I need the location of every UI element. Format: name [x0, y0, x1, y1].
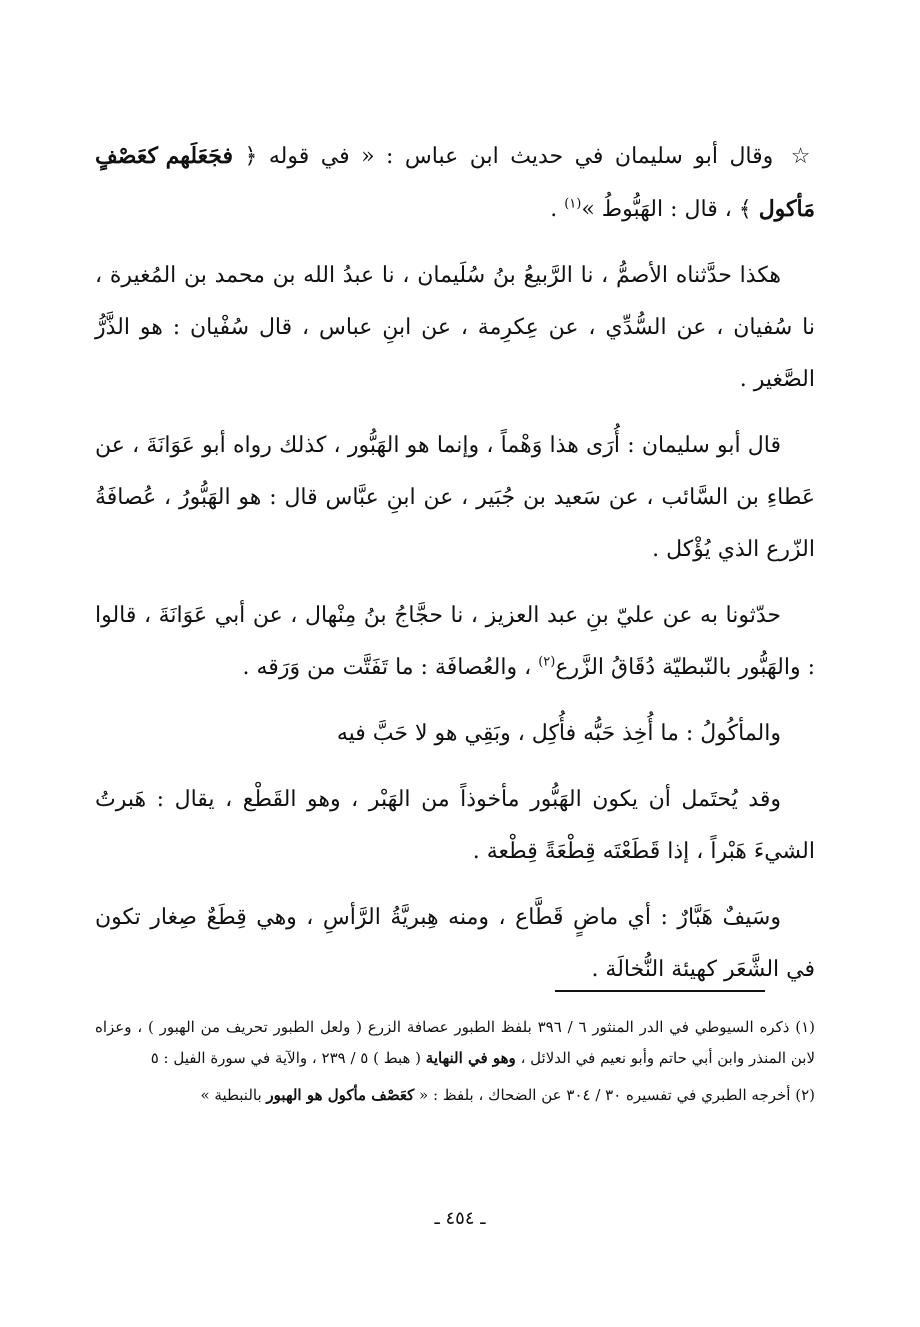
footnote-2-bold: كعَصْف مأكول هو الهبور — [266, 1086, 415, 1104]
paragraph-4-text-a: حدّثونا به عن عليّ بنِ عبد العزيز ، نا حجَّاجُ بنُ مِنْهال ، عن أبي عَوَانَةَ ، قالوا : والهَبُّور بالنّبطيّة دُقَاقُ الزَّرع — [95, 603, 815, 680]
paragraph-6: وقد يُحتَمل أن يكون الهَبُّور مأخوذاً من الهَبْر ، وهو القَطْع ، يقال : هَبرتُ الشيءَ هَبْراً ، إذا قَطَعْتَه قِطْعَةً قِطْعة . — [95, 787, 815, 864]
paragraph-7: وسَيفٌ هَبَّارٌ : أي ماضٍ قَطَّاع ، ومنه هِبريَّةُ الرَّأسِ ، وهي قِطَعٌ صِغار تكون في الشَّعَر كهيئة النُّخالَة . — [95, 905, 815, 982]
footnote-2-text-b: بالنبطية » — [200, 1086, 267, 1104]
page-number: ـ ٤٥٤ ـ — [434, 1208, 486, 1229]
paragraph-4-text-b: ، والعُصافَة : ما تَفَتَّت من وَرَقه . — [242, 655, 539, 680]
footnote-1-bold: وهو في النهاية — [425, 1049, 516, 1067]
footnote-1 — [95, 1012, 815, 1074]
footnote-separator — [555, 990, 765, 992]
star-icon: ☆ — [790, 144, 815, 169]
paragraph-1-text-b: ﴾ ، قال : الهَبُّوطُ » — [581, 197, 759, 222]
footnote-2 — [95, 1080, 815, 1111]
paragraph-1-text-a: وقال أبو سليمان في حديث ابن عباس : « في قوله ﴿ — [233, 144, 785, 169]
footnote-1-text-b: ( هبط ) ٥ / ٢٣٩ ، والآية في سورة الفيل : ٥ — [150, 1049, 426, 1067]
quran-verse: فجَعَلَهم كعَصْفٍ مَأكول — [95, 143, 815, 222]
footnotes — [95, 1012, 815, 1117]
paragraph-3: قال أبو سليمان : أُرَى هذا وَهْماً ، وإنما هو الهَبُّور ، كذلك رواه أبو عَوَانَةَ ، عن عَطاءِ بن السَّائب ، عن سَعيد بن جُبَير ، عن ابنِ عبَّاس قال : هو الهَبُّورُ ، عُصافَةُ الزّرع الذي يُؤْكل . — [95, 433, 815, 562]
footnote-1-text-a: (١) ذكره السيوطي في الدر المنثور ٦ / ٣٩٦ بلفظ الطبور عصافة الزرع ( ولعل الطبور تحريف من الهبور ) ، وعزاه لابن المنذر وابن أبي حاتم وأبو نعيم في الدلائل ، — [95, 1018, 815, 1067]
paragraph-4 — [95, 590, 815, 694]
paragraph-5: والمأكُولُ : ما أُخِذ حَبُّه فأُكِل ، وبَقِي هو لا حَبَّ فيه — [336, 721, 781, 746]
footnote-2-text-a: (٢) أخرجه الطبري في تفسيره ٣٠ / ٣٠٤ عن الضحاك ، بلفظ : « — [414, 1086, 815, 1104]
footnote-ref-1[interactable]: (١) — [564, 196, 582, 212]
paragraph-1 — [95, 130, 815, 236]
paragraph-1-text-c: . — [550, 197, 565, 222]
footnote-ref-2[interactable]: (٢) — [538, 654, 556, 670]
paragraph-2: هكذا حدَّثناه الأصمُّ ، نا الرَّبيعُ بنُ سُلَيمان ، نا عبدُ الله بن محمد بن المُغيرة ، نا سُفيان ، عن السُّدِّي ، عن عِكرِمة ، عن ابنِ عباس ، قال سُفْيان : هو الذَّرُّ الصَّغير . — [95, 263, 815, 392]
main-text — [95, 130, 815, 1010]
